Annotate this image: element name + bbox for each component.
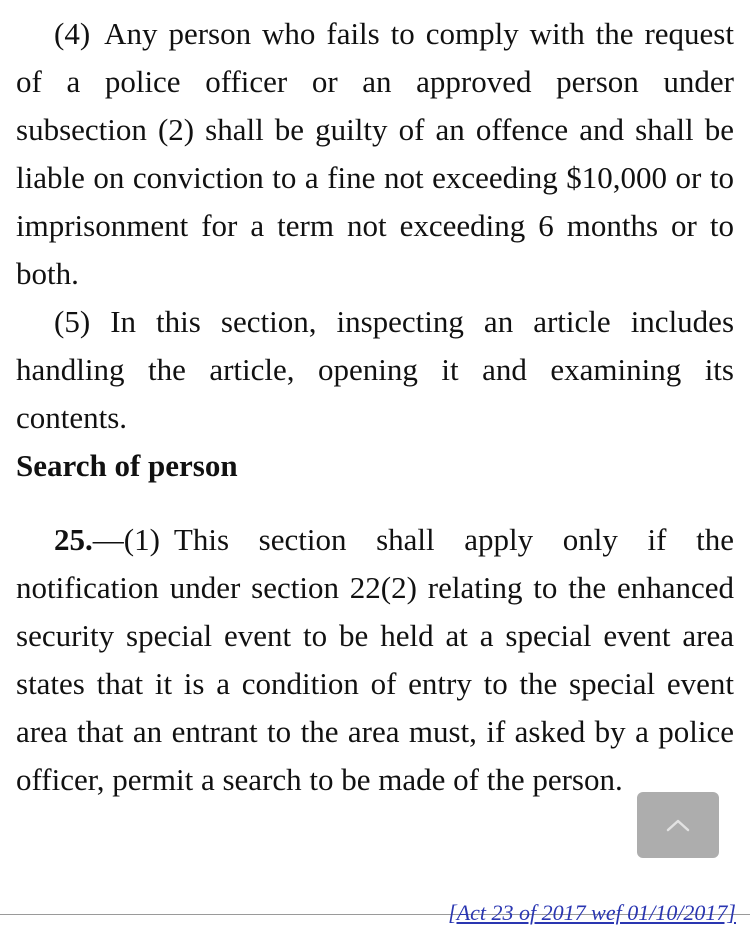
subsection-4-number: (4) <box>54 16 91 51</box>
section-number: 25. <box>54 522 93 557</box>
subsection-5-text: In this section, inspecting an article includes handling the article, opening it and examining its contents. <box>16 304 735 435</box>
section-25-text: This section shall apply only if the notification under section 22(2) relating to the enhanced security special event to be held at a special event area states that it is a condition of entry to the special event area that an entrant to the area must, if asked by a police officer, permit a search to be made of the person. <box>16 522 734 797</box>
subsection-4-text: Any person who fails to comply with the request of a police officer or an approved person under subsection (2) shall be guilty of an offence and shall be liable on conviction to a fine not exceeding $10,000 or to imprisonment for a term not exceeding 6 months or to both. <box>16 16 734 291</box>
chevron-up-icon <box>665 817 691 833</box>
scroll-to-top-button[interactable] <box>637 792 719 858</box>
subsection-5-number: (5) <box>54 304 91 339</box>
amendment-link[interactable]: [Act 23 of 2017 wef 01/10/2017] <box>448 900 736 925</box>
document-content <box>16 10 734 804</box>
subsection-4 <box>16 10 734 298</box>
subsection-1-label: —(1) <box>92 522 160 557</box>
section-25-subsection-1 <box>16 516 734 804</box>
section-heading: Search of person <box>16 448 238 483</box>
subsection-5 <box>16 298 734 442</box>
